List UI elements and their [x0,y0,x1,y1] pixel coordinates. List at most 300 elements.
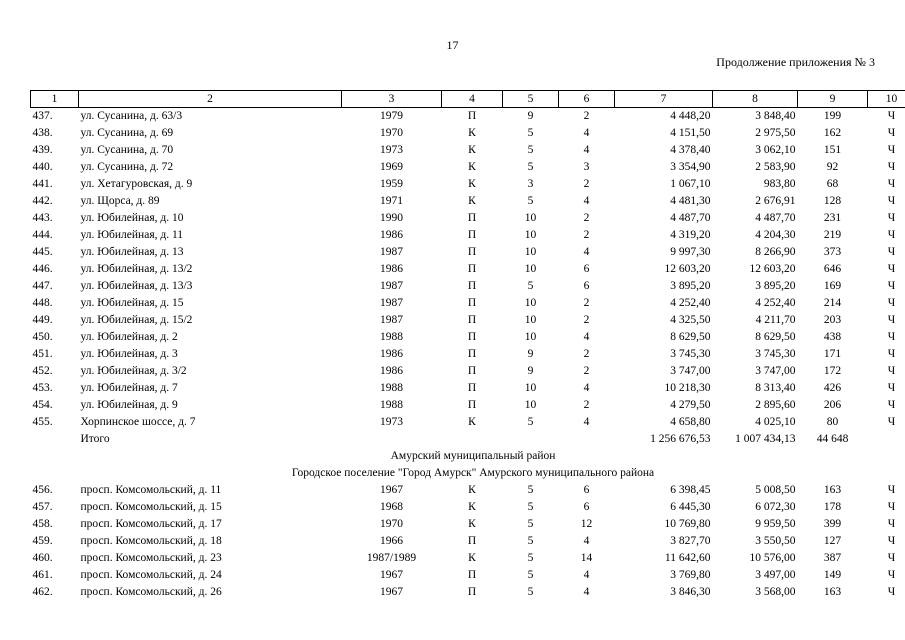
cell-area2: 12 603,20 [749,263,796,275]
table-row [31,380,905,397]
total-area: 1 256 676,53 [650,433,711,445]
district-heading: Амурский муниципальный район [390,450,556,462]
table-row [31,142,905,159]
cell-people: 199 [823,110,842,122]
cell-area: 4 279,50 [670,399,711,411]
cell-addr: ул. Сусанина, д. 70 [80,144,174,156]
total-people: 44 648 [816,433,849,445]
cell-floors: 5 [527,127,534,139]
cell-people: 438 [823,331,842,343]
table-row [31,176,905,193]
cell-area2: 3 062,10 [755,144,796,156]
cell-area2: 8 629,50 [755,331,796,343]
cell-floors: 5 [527,518,534,530]
cell-mat: П [467,586,477,598]
cell-year: 1987 [380,314,403,326]
cell-people: 206 [823,399,842,411]
cell-year: 1986 [380,263,403,275]
table-row [31,397,905,414]
total-row [31,431,905,448]
cell-type: Ч [887,297,896,309]
cell-ent: 6 [583,280,590,292]
table-row [31,244,905,261]
cell-area2: 4 204,30 [755,229,796,241]
cell-mat: П [467,569,477,581]
cell-people: 163 [823,586,842,598]
cell-area2: 9 959,50 [755,518,796,530]
cell-people: 162 [823,127,842,139]
cell-area2: 983,80 [763,178,796,190]
cell-people: 151 [823,144,842,156]
cell-ent: 4 [583,569,590,581]
cell-area2: 3 568,00 [755,586,796,598]
cell-people: 128 [823,195,842,207]
cell-type: Ч [887,212,896,224]
cell-people: 171 [823,348,842,360]
cell-mat: П [467,382,477,394]
cell-floors: 5 [527,161,534,173]
cell-area2: 3 497,00 [755,569,796,581]
cell-area: 1 067,10 [670,178,711,190]
cell-n: 450. [32,331,53,343]
cell-area2: 4 025,10 [755,416,796,428]
table-row [31,567,905,584]
cell-type: Ч [887,416,896,428]
cell-floors: 5 [527,535,534,547]
cell-type: Ч [887,501,896,513]
cell-people: 149 [823,569,842,581]
cell-year: 1987/1989 [366,552,417,564]
cell-year: 1967 [380,484,403,496]
cell-people: 387 [823,552,842,564]
cell-area2: 3 745,30 [755,348,796,360]
cell-area: 4 319,20 [670,229,711,241]
district-heading-row [31,448,905,465]
cell-mat: К [468,501,476,513]
cell-ent: 4 [583,416,590,428]
cell-floors: 5 [527,144,534,156]
cell-type: Ч [887,314,896,326]
empty-cell [442,431,503,448]
settlement-heading: Городское поселение "Город Амурск" Амурского муниципального района [291,467,655,479]
settlement-heading-row [31,465,905,482]
cell-mat: К [468,416,476,428]
cell-year: 1987 [380,297,403,309]
column-header: 9 [798,91,868,108]
cell-floors: 9 [527,110,534,122]
cell-year: 1988 [380,399,403,411]
cell-people: 92 [826,161,839,173]
cell-area: 11 642,60 [664,552,711,564]
cell-area: 3 846,30 [670,586,711,598]
cell-year: 1967 [380,586,403,598]
cell-n: 452. [32,365,53,377]
cell-area2: 4 211,70 [755,314,796,326]
table-row [31,295,905,312]
cell-year: 1986 [380,229,403,241]
cell-floors: 5 [527,416,534,428]
table-row [31,210,905,227]
cell-type: Ч [887,178,896,190]
cell-ent: 6 [583,263,590,275]
cell-addr: ул. Юбилейная, д. 2 [80,331,178,343]
cell-floors: 9 [527,365,534,377]
cell-year: 1967 [380,569,403,581]
cell-addr: ул. Юбилейная, д. 10 [80,212,184,224]
cell-ent: 2 [583,229,590,241]
cell-year: 1971 [380,195,403,207]
cell-type: Ч [887,569,896,581]
table-row [31,278,905,295]
cell-area2: 10 576,00 [749,552,796,564]
cell-addr: ул. Юбилейная, д. 7 [80,382,178,394]
cell-floors: 5 [527,195,534,207]
cell-year: 1966 [380,535,403,547]
cell-mat: П [467,110,477,122]
appendix-note: Продолжение приложения № 3 [716,55,875,69]
cell-year: 1986 [380,365,403,377]
cell-type: Ч [887,161,896,173]
cell-area: 6 398,45 [670,484,711,496]
cell-addr: ул. Юбилейная, д. 13/2 [80,263,193,275]
cell-floors: 10 [524,212,537,224]
cell-area: 9 997,30 [670,246,711,258]
cell-people: 68 [826,178,839,190]
cell-type: Ч [887,348,896,360]
cell-ent: 4 [583,535,590,547]
cell-addr: ул. Юбилейная, д. 13 [80,246,184,258]
cell-n: 444. [32,229,53,241]
cell-ent: 4 [583,246,590,258]
cell-addr: Хорпинское шоссе, д. 7 [80,416,196,428]
table-row [31,533,905,550]
cell-year: 1987 [380,246,403,258]
cell-floors: 10 [524,382,537,394]
cell-type: Ч [887,280,896,292]
cell-n: 462. [32,586,53,598]
cell-people: 231 [823,212,842,224]
cell-ent: 2 [583,314,590,326]
cell-floors: 10 [524,399,537,411]
cell-mat: П [467,331,477,343]
cell-floors: 10 [524,314,537,326]
cell-type: Ч [887,365,896,377]
cell-mat: К [468,127,476,139]
cell-addr: ул. Юбилейная, д. 15 [80,297,184,309]
cell-n: 439. [32,144,53,156]
cell-addr: ул. Сусанина, д. 72 [80,161,174,173]
cell-n: 454. [32,399,53,411]
cell-n: 448. [32,297,53,309]
cell-n: 460. [32,552,53,564]
cell-year: 1986 [380,348,403,360]
column-header: 8 [713,91,798,108]
cell-mat: П [467,399,477,411]
cell-n: 440. [32,161,53,173]
cell-area: 4 487,70 [670,212,711,224]
cell-addr: просп. Комсомольский, д. 24 [80,569,222,581]
cell-n: 445. [32,246,53,258]
cell-ent: 4 [583,144,590,156]
table-row [31,312,905,329]
column-header: 5 [503,91,559,108]
empty-cell [503,431,559,448]
cell-n: 447. [32,280,53,292]
table-row [31,482,905,499]
cell-mat: П [467,314,477,326]
cell-mat: П [467,263,477,275]
housing-table [30,90,905,601]
cell-floors: 10 [524,331,537,343]
cell-area2: 3 895,20 [755,280,796,292]
cell-addr: ул. Щорса, д. 89 [80,195,160,207]
cell-mat: П [467,535,477,547]
cell-mat: К [468,552,476,564]
cell-ent: 2 [583,110,590,122]
cell-type: Ч [887,552,896,564]
cell-area: 4 481,30 [670,195,711,207]
cell-people: 373 [823,246,842,258]
cell-n: 443. [32,212,53,224]
column-header: 2 [79,91,342,108]
cell-people: 214 [823,297,842,309]
cell-area: 4 151,50 [670,127,711,139]
cell-type: Ч [887,263,896,275]
cell-year: 1979 [380,110,403,122]
cell-people: 646 [823,263,842,275]
cell-addr: просп. Комсомольский, д. 11 [80,484,222,496]
cell-mat: К [468,195,476,207]
cell-addr: ул. Юбилейная, д. 15/2 [80,314,193,326]
cell-mat: П [467,365,477,377]
cell-floors: 5 [527,280,534,292]
cell-floors: 5 [527,484,534,496]
cell-n: 441. [32,178,53,190]
empty-cell [559,431,615,448]
cell-floors: 5 [527,569,534,581]
cell-area: 10 218,30 [664,382,711,394]
cell-addr: ул. Юбилейная, д. 11 [80,229,184,241]
cell-people: 163 [823,484,842,496]
cell-addr: ул. Хетагуровская, д. 9 [80,178,193,190]
cell-addr: ул. Юбилейная, д. 9 [80,399,178,411]
column-header: 7 [615,91,713,108]
cell-floors: 10 [524,229,537,241]
cell-area2: 3 747,00 [755,365,796,377]
cell-addr: просп. Комсомольский, д. 15 [80,501,222,513]
cell-type: Ч [887,331,896,343]
page-number: 17 [446,38,459,52]
cell-mat: К [468,144,476,156]
cell-area: 4 325,50 [670,314,711,326]
table-row [31,346,905,363]
cell-floors: 10 [524,246,537,258]
cell-ent: 14 [580,552,593,564]
cell-year: 1973 [380,416,403,428]
cell-ent: 4 [583,195,590,207]
cell-year: 1990 [380,212,403,224]
table-row [31,550,905,567]
cell-n: 461. [32,569,53,581]
cell-people: 203 [823,314,842,326]
cell-people: 178 [823,501,842,513]
column-header: 6 [559,91,615,108]
cell-n: 455. [32,416,53,428]
cell-year: 1969 [380,161,403,173]
cell-ent: 4 [583,382,590,394]
cell-addr: ул. Юбилейная, д. 3 [80,348,178,360]
cell-ent: 6 [583,484,590,496]
cell-type: Ч [887,127,896,139]
cell-type: Ч [887,535,896,547]
table-row [31,363,905,380]
cell-area2: 4 252,40 [755,297,796,309]
cell-addr: просп. Комсомольский, д. 17 [80,518,222,530]
cell-ent: 6 [583,501,590,513]
cell-area: 3 354,90 [670,161,711,173]
empty-cell [31,431,79,448]
cell-area: 8 629,50 [670,331,711,343]
cell-year: 1968 [380,501,403,513]
cell-area: 4 658,80 [670,416,711,428]
cell-ent: 4 [583,127,590,139]
table-row [31,159,905,176]
table-row [31,261,905,278]
cell-area2: 8 313,40 [755,382,796,394]
table-row [31,499,905,516]
table-body [31,91,905,602]
cell-addr: просп. Комсомольский, д. 23 [80,552,222,564]
cell-mat: К [468,518,476,530]
cell-mat: К [468,178,476,190]
cell-year: 1970 [380,518,403,530]
cell-area2: 4 487,70 [755,212,796,224]
table-row [31,329,905,346]
total-area2: 1 007 434,13 [735,433,796,445]
cell-area2: 2 676,91 [755,195,796,207]
cell-year: 1959 [380,178,403,190]
cell-n: 442. [32,195,53,207]
table-row [31,584,905,601]
cell-area: 6 445,30 [670,501,711,513]
cell-type: Ч [887,144,896,156]
cell-floors: 10 [524,263,537,275]
cell-ent: 4 [583,586,590,598]
cell-mat: К [468,484,476,496]
cell-floors: 10 [524,297,537,309]
cell-area2: 2 975,50 [755,127,796,139]
cell-area: 4 378,40 [670,144,711,156]
column-header: 1 [31,91,79,108]
cell-type: Ч [887,195,896,207]
cell-area: 3 747,00 [670,365,711,377]
cell-people: 219 [823,229,842,241]
cell-type: Ч [887,229,896,241]
cell-area: 3 769,80 [670,569,711,581]
cell-area: 4 448,20 [670,110,711,122]
cell-n: 446. [32,263,53,275]
cell-n: 437. [32,110,53,122]
cell-people: 127 [823,535,842,547]
cell-area2: 2 895,60 [755,399,796,411]
cell-floors: 9 [527,348,534,360]
cell-ent: 4 [583,331,590,343]
cell-mat: П [467,348,477,360]
cell-area2: 3 848,40 [755,110,796,122]
cell-area: 10 769,80 [664,518,711,530]
cell-mat: П [467,297,477,309]
cell-n: 449. [32,314,53,326]
cell-type: Ч [887,382,896,394]
cell-area: 3 745,30 [670,348,711,360]
cell-n: 438. [32,127,53,139]
cell-n: 457. [32,501,53,513]
cell-mat: К [468,161,476,173]
cell-area2: 3 550,50 [755,535,796,547]
cell-addr: ул. Сусанина, д. 63/3 [80,110,183,122]
cell-ent: 12 [580,518,593,530]
cell-mat: П [467,229,477,241]
column-header: 10 [868,91,905,108]
cell-type: Ч [887,586,896,598]
cell-type: Ч [887,110,896,122]
table-row [31,516,905,533]
cell-floors: 3 [527,178,534,190]
cell-addr: ул. Юбилейная, д. 13/3 [80,280,193,292]
cell-ent: 2 [583,399,590,411]
cell-area2: 6 072,30 [755,501,796,513]
cell-n: 459. [32,535,53,547]
cell-year: 1988 [380,382,403,394]
cell-type: Ч [887,246,896,258]
table-row [31,108,905,126]
cell-people: 426 [823,382,842,394]
cell-year: 1988 [380,331,403,343]
total-label: Итого [80,433,110,445]
cell-addr: просп. Комсомольский, д. 18 [80,535,222,547]
cell-ent: 2 [583,365,590,377]
cell-people: 169 [823,280,842,292]
cell-type: Ч [887,518,896,530]
cell-ent: 2 [583,348,590,360]
cell-people: 80 [826,416,839,428]
cell-n: 456. [32,484,53,496]
table-row [31,414,905,431]
cell-year: 1987 [380,280,403,292]
cell-type: Ч [887,399,896,411]
cell-floors: 5 [527,552,534,564]
cell-area2: 8 266,90 [755,246,796,258]
table-row [31,125,905,142]
cell-people: 172 [823,365,842,377]
cell-year: 1970 [380,127,403,139]
cell-n: 453. [32,382,53,394]
cell-people: 399 [823,518,842,530]
empty-cell [342,431,442,448]
column-header: 3 [342,91,442,108]
cell-ent: 2 [583,212,590,224]
cell-type: Ч [887,484,896,496]
cell-floors: 5 [527,586,534,598]
cell-floors: 5 [527,501,534,513]
cell-n: 451. [32,348,53,360]
cell-addr: ул. Юбилейная, д. 3/2 [80,365,187,377]
cell-mat: П [467,280,477,292]
cell-area: 3 895,20 [670,280,711,292]
cell-area: 4 252,40 [670,297,711,309]
cell-area2: 2 583,90 [755,161,796,173]
cell-mat: П [467,246,477,258]
